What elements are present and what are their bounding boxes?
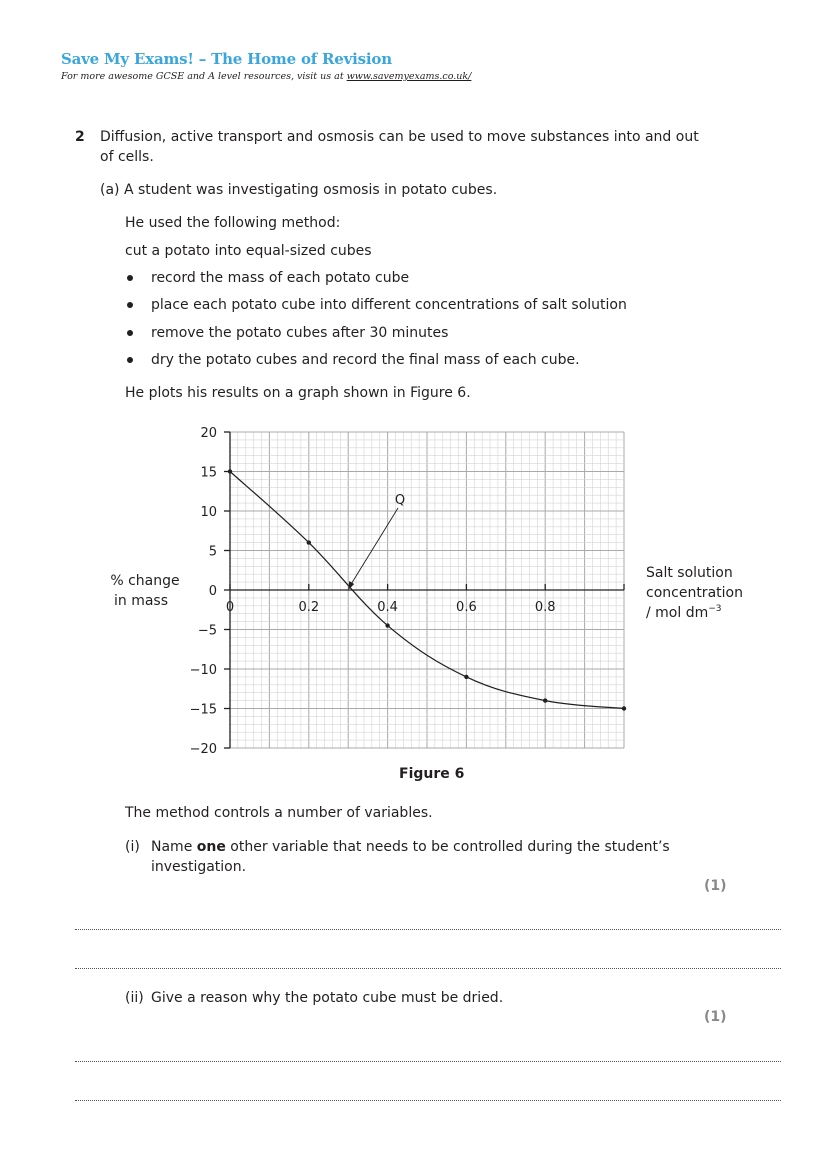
y-axis-label-line2: in mass [113,593,169,609]
part-i-label: (i) [125,839,140,855]
part-i-text-post: other variable that needs to be controlled during the student’s [225,839,670,855]
x-axis-label-line2: concentration [646,585,743,601]
y-tick-label: 10 [200,505,217,520]
annotation-arrow-line [351,508,398,584]
x-axis-unit-exponent: −3 [708,604,722,614]
x-axis-label-line3 [646,604,722,621]
x-tick-label: 0.6 [456,600,477,615]
y-tick-label: 0 [208,584,217,599]
data-point [385,623,389,627]
y-tick-label: −15 [189,702,217,718]
answer-line-ii-1[interactable] [75,1061,781,1062]
chart-ticks [190,426,624,757]
method-intro: He used the following method: [125,215,341,231]
y-tick-label: −10 [189,663,217,678]
part-a-text: (a) A student was investigating osmosis in potato cubes. [100,182,498,198]
y-tick-label: −20 [189,742,217,757]
question-number: 2 [75,129,85,145]
part-i-question [151,837,670,857]
question-intro-line1: Diffusion, active transport and osmosis can be used to move substances into and out [100,129,699,145]
part-i-marks: (1) [704,878,727,894]
answer-line-i-2[interactable] [75,968,781,969]
method-step: remove the potato cubes after 30 minutes [151,325,449,341]
part-ii-marks: (1) [704,1009,727,1025]
method-step: dry the potato cubes and record the final mass of each cube. [151,352,580,368]
site-title: Save My Exams! – The Home of Revision [61,50,392,68]
method-step: record the mass of each potato cube [151,270,410,286]
controls-text: The method controls a number of variables. [125,805,433,821]
subtitle-text: For more awesome GCSE and A level resources, visit us at [61,71,347,82]
figure-caption: Figure 6 [399,766,465,782]
data-point [307,540,311,544]
x-tick-label: 0 [225,600,235,615]
y-tick-label: 20 [200,426,217,441]
x-tick-label: 0.4 [377,600,398,615]
y-tick-label: 5 [208,544,217,560]
method-step: place each potato cube into different concentrations of salt solution [151,297,627,313]
answer-line-ii-2[interactable] [75,1100,781,1101]
annotation-label: Q [394,493,406,508]
y-tick-label: 15 [200,465,217,481]
answer-line-i-1[interactable] [75,929,781,930]
method-step-first: cut a potato into equal-sized cubes [125,243,372,259]
part-i-text-line2: investigation. [151,859,247,875]
data-point [543,698,547,702]
x-tick-label: 0.2 [298,600,320,615]
x-axis-label-line1: Salt solution [646,565,733,581]
plots-text: He plots his results on a graph shown in Figure 6. [125,385,471,401]
website-link[interactable]: www.savemyexams.co.uk/ [346,71,472,82]
y-tick-label: −5 [197,623,217,639]
part-ii-label: (ii) [125,990,144,1006]
question-intro-line2: of cells. [100,149,154,165]
data-point [228,469,232,473]
x-tick-label: 0.8 [534,600,556,615]
data-point [622,706,626,710]
part-ii-question: Give a reason why the potato cube must be dried. [151,990,504,1006]
part-i-emphasis: one [196,839,226,855]
y-axis-label-line1: % change [110,573,180,589]
part-i-text-pre: Name [151,839,197,855]
chart-annotation [348,493,405,590]
data-point [464,675,468,679]
x-axis-unit: / mol dm [646,605,709,621]
